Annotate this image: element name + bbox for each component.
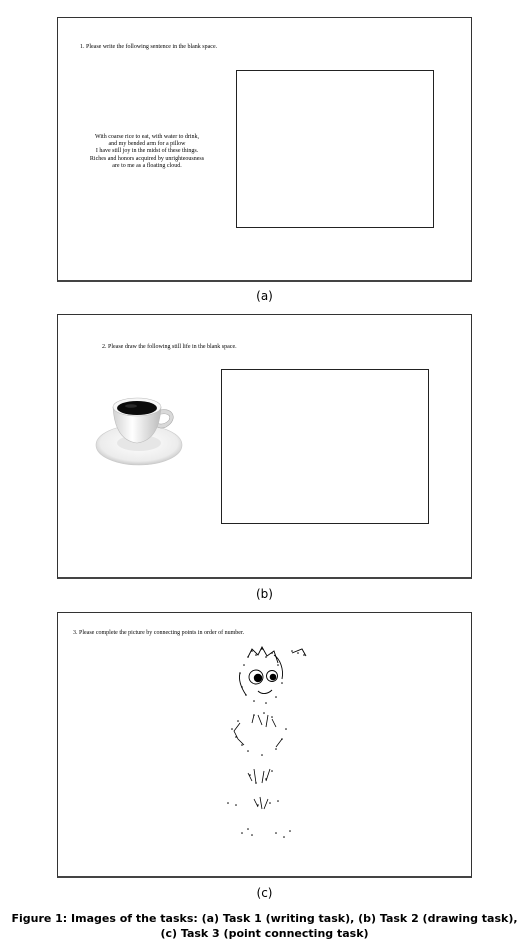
task-3-instruction: 3. Please complete the picture by connecting points in order of number.	[73, 630, 245, 636]
panel-c-label: (c)	[256, 886, 273, 900]
poem-line: Riches and honors acquired by unrighteousness	[89, 155, 205, 162]
caption-line-1: Figure 1: Images of the tasks: (a) Task 1 (writing task), (b) Task 2 (drawing task),	[11, 912, 518, 925]
panel-b-label: (b)	[256, 587, 273, 601]
panel-a-label: (a)	[256, 289, 273, 303]
task-2-instruction: 2. Please draw the following still life in the blank space.	[102, 344, 237, 350]
dot-to-dot-figure	[218, 643, 328, 843]
poem-text	[77, 134, 217, 170]
poem-line: I have still joy in the midst of these things.	[95, 148, 199, 155]
poem-line: With coarse rice to eat, with water to drink,	[94, 134, 200, 140]
figure-caption	[0, 911, 529, 941]
panel-c-point-connecting-task	[57, 612, 472, 878]
task-1-instruction: 1. Please write the following sentence in the blank space.	[80, 44, 218, 50]
writing-blank-space	[236, 70, 434, 228]
coffee-cup-image	[94, 389, 190, 469]
poem-line: and my bended arm for a pillow	[108, 141, 186, 148]
drawing-blank-space	[221, 369, 429, 524]
panel-b-drawing-task	[57, 314, 472, 579]
caption-line-2: (c) Task 3 (point connecting task)	[160, 927, 369, 940]
panel-a-writing-task	[57, 17, 472, 282]
poem-line: are to me as a floating cloud.	[112, 162, 182, 169]
